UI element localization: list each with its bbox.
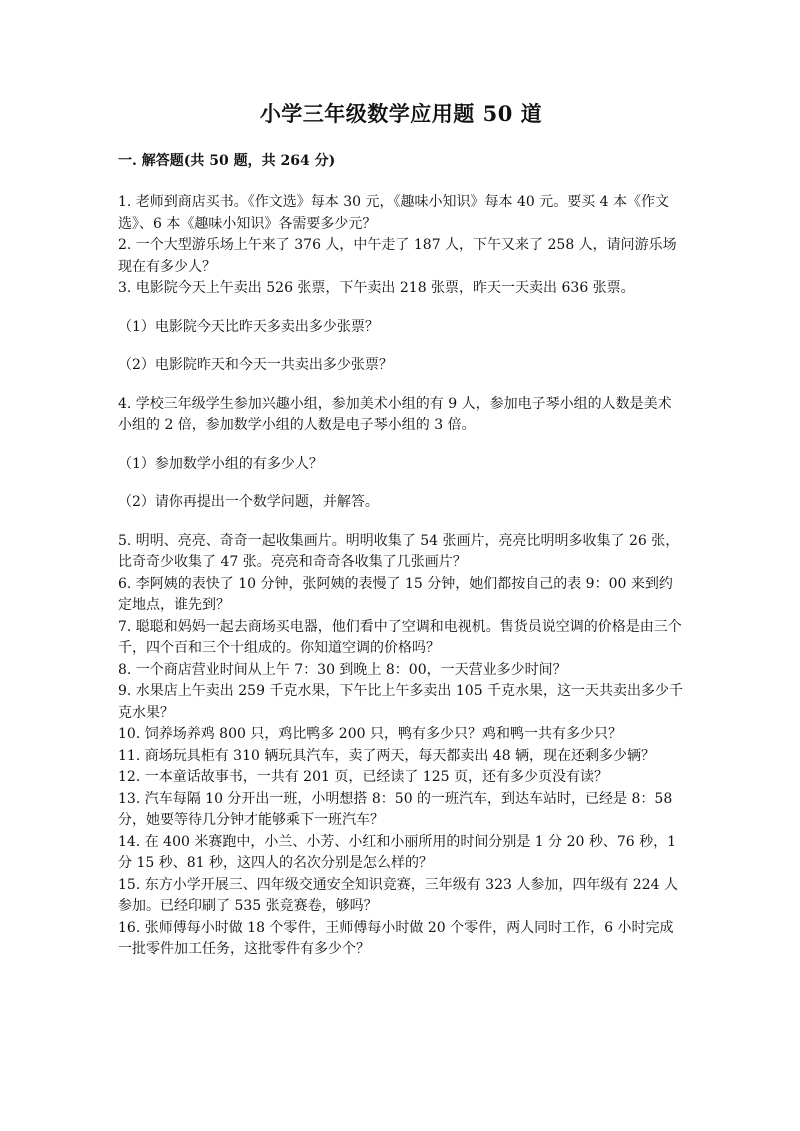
- question-12: 12. 一本童话故事书，一共有 201 页，已经读了 125 页，还有多少页没有读？: [118, 769, 608, 785]
- question-7: 7. 聪聪和妈妈一起去商场买电器，他们看中了空调和电视机。售货员说空调的价格是由三个千，四个百和三个十组成的。你知道空调的价格吗？: [118, 618, 682, 656]
- question-1: 1. 老师到商店买书。《作文选》每本 30 元，《趣味小知识》每本 40 元。要买 4 本《作文选》、6 本《趣味小知识》各需要多少元？: [118, 194, 670, 232]
- question-4-sub-1: （1）参加数学小组的有多少人？: [118, 455, 323, 472]
- question-11: 11. 商场玩具柜有 310 辆玩具汽车，卖了两天，每天都卖出 48 辆，现在还剩多少辆？: [118, 747, 656, 764]
- question-15: 15. 东方小学开展三、四年级交通安全知识竞赛，三年级有 323 人参加，四年级有 224 人参加。已经印刷了 535 张竞赛卷，够吗？: [118, 876, 678, 914]
- question-2: 2. 一个大型游乐场上午来了 376 人，中午走了 187 人，下午又来了 258 人，请问游乐场现在有多少人？: [118, 237, 677, 275]
- question-3-sub-1: （1）电影院今天比昨天多卖出多少张票？: [118, 318, 379, 335]
- question-4-sub-2: （2）请你再提出一个数学问题，并解答。: [118, 494, 379, 510]
- question-list: [118, 192, 684, 961]
- document-page: [118, 0, 684, 961]
- question-6: 6. 李阿姨的表快了 10 分钟，张阿姨的表慢了 15 分钟，她们都按自己的表 9：00 来到约定地点，谁先到？: [118, 575, 673, 613]
- section-heading: 一. 解答题(共 50 题，共 264 分): [118, 153, 336, 169]
- question-14: 14. 在 400 米赛跑中，小兰、小芳、小红和小丽所用的时间分别是 1 分 20 秒、76 秒，1 分 15 秒、81 秒，这四人的名次分别是怎么样的？: [118, 833, 677, 871]
- question-3: 3. 电影院今天上午卖出 526 张票，下午卖出 218 张票，昨天一天卖出 636 张票。: [118, 280, 635, 296]
- question-16: 16. 张师傅每小时做 18 个零件，王师傅每小时做 20 个零件，两人同时工作，6 小时完成一批零件加工任务，这批零件有多少个？: [118, 919, 674, 957]
- question-5: 5. 明明、亮亮、奇奇一起收集画片。明明收集了 54 张画片，亮亮比明明多收集了 26 张，比奇奇少收集了 47 张。亮亮和奇奇各收集了几张画片？: [118, 532, 680, 570]
- question-3-sub-2: （2）电影院昨天和今天一共卖出多少张票？: [118, 357, 393, 373]
- question-8: 8. 一个商店营业时间从上午 7：30 到晚上 8：00，一天营业多少时间？: [118, 661, 567, 678]
- question-13: 13. 汽车每隔 10 分开出一班，小明想搭 8：50 的一班汽车，到达车站时，已经是 8：58 分，她要等待几分钟才能够乘下一班汽车？: [118, 790, 673, 828]
- question-9: 9. 水果店上午卖出 259 千克水果，下午比上午多卖出 105 千克水果，这一天共卖出多少千克水果？: [118, 683, 684, 721]
- page-title: 小学三年级数学应用题 50 道: [259, 101, 543, 126]
- question-4: 4. 学校三年级学生参加兴趣小组，参加美术小组的有 9 人，参加电子琴小组的人数是美术小组的 2 倍，参加数学小组的人数是电子琴小组的 3 倍。: [118, 395, 672, 433]
- question-10: 10. 饲养场养鸡 800 只，鸡比鸭多 200 只，鸭有多少只？鸡和鸭一共有多少只？: [118, 726, 622, 742]
